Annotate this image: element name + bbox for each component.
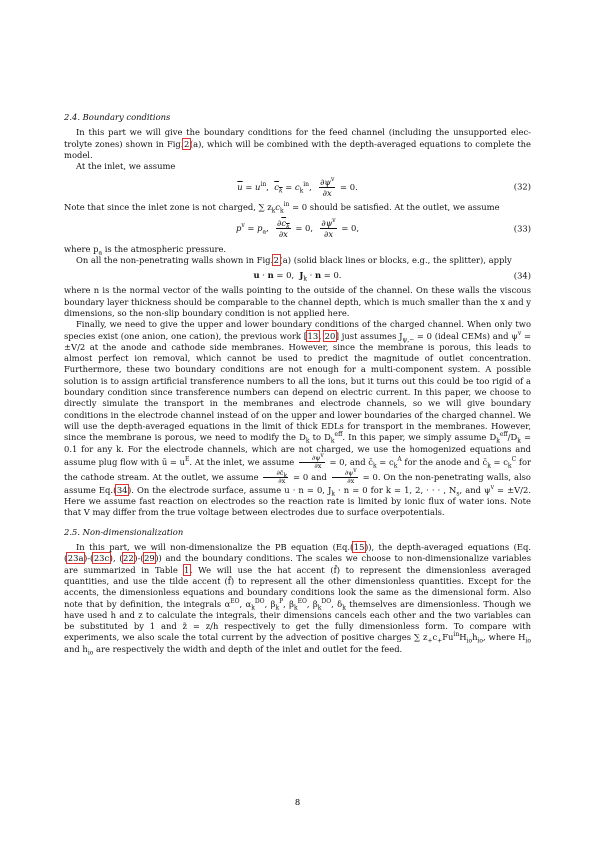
paragraph-normal-vector: where n is the normal vector of the walls pointing to the outside of the channel. On these walls the viscous boundary layer thickness should be comparable to the channel depth, which is much smaller than the x and y dimensions, so the non-slip boundary condition is not applied here.	[64, 285, 531, 318]
fig-ref-link[interactable]: 2	[273, 255, 279, 266]
equation-ref-link[interactable]: 34	[116, 484, 128, 495]
paragraph-nondim: In this part, we will non-dimensionalize the PB equation (Eq.(15)), the depth-averaged equations (Eq.(23a)-(23c), (22)-(29)) and the boundary conditions. The scales we choose to non-dimensionalize variables are summarized in Table 1. We will use the hat accent (f̂) to represent the dimensionless averaged quantities, and use the tilde accent (f̃) to represent all the other dimensionless quantities. Except for the accents, the dimensionless equations and boundary conditions look the same as the dimensional form. Also note that by definition, the integrals $\alpha^{EO}$, $\alpha_k^{DO}$, $\beta_k^P$, $\beta_k^{EO}$, $\beta_k^{DO}$, $\delta_k$ themselves are dimensionless. Though we have used h and z to calculate the integrals, their dimensions cancels each other and the two variables can be substituted by 1 and z̃ = z/h respectively to get the fully dimensionless form. To compare with experiments, we also scale the total current by the advection of positive charges ∑ $z_+c_+Fu^{in}H_{io}h_{io}$, where $H_{io}$ and $h_{io}$ are respectively the width and depth of the inlet and outlet for the feed.	[64, 542, 531, 657]
equation-34: u · n = 0, $J_k \cdot n = 0$. (34)	[253, 270, 531, 283]
page-number: 8	[294, 797, 301, 807]
equation-33: $p^v = p_a$, $\frac{\partial c_k}{\partial x}$ = 0, $\frac{\partial\psi^v}{\partial x}$ = 0, (33)	[235, 217, 531, 240]
equation-32: $\overline{u} = u^{in}$, $c_k = c_k^{in}$, $\frac{\partial\psi^v}{\partial x}$ = 0. (32)	[237, 176, 531, 198]
table-ref-link[interactable]: 1	[184, 564, 190, 575]
fig-ref-link[interactable]: 2	[183, 138, 190, 149]
section-title-non-dimensionalization: 2.5. Non-dimensionalization	[64, 526, 184, 537]
page-content	[64, 112, 531, 655]
equation-number: (34)	[513, 270, 531, 281]
equation-ref-link[interactable]: 23c	[93, 553, 110, 564]
paragraph-note: Note that since the inlet zone is not charged, ∑ $z_kc_k^{in} = 0$ should be satisfied. At the outlet, we assume	[64, 201, 500, 216]
citation-link[interactable]: 13	[307, 330, 319, 341]
citation-link[interactable]: 20	[324, 330, 336, 341]
paragraph-intro: In this part we will give the boundary conditions for the feed channel (including the unsupported elec- trolyte zones) shown in Fig.2(a), which will be combined with the depth-averaged equations to complete the model.	[64, 127, 531, 160]
equation-ref-link[interactable]: 23a	[67, 553, 84, 564]
equation-ref-link[interactable]: 22	[123, 553, 134, 564]
paragraph-inlet: At the inlet, we assume	[76, 161, 176, 172]
equation-number: (32)	[513, 181, 531, 192]
equation-ref-link[interactable]: 29	[144, 553, 155, 564]
section-title-boundary-conditions: 2.4. Boundary conditions	[64, 112, 171, 122]
paragraph-atmospheric: where $p_a$ is the atmospheric pressure.	[64, 243, 227, 257]
equation-number: (33)	[513, 223, 531, 234]
paragraph-finally: Finally, we need to give the upper and lower boundary conditions of the charged channel. When only two species exist (one anion, one cation), the previous work [13, 20] just assumes $J_{\psi,-} = 0$ (ideal CEMs) and $\psi^v = \pm V/2$ at the anode and cathode side membranes. However, since the membrane is porous, this leads to almost perfect ion removal, which cannot be used to predict the magnitude of outlet concentration. Furthermore, these two boundary conditions are not enough for a multi-component system. A possible solution is to assign artificial transference numbers to all the ions, but it turns out this could be too rigid of a boundary condition since transference numbers can depend on electric current. In this paper, we choose to directly simulate the transport in the membranes and electrode channels, so we will give boundary conditions in the electrode channel instead of on the upper and lower boundaries of the charged channel. We will use the depth-averaged equations in the limit of thick EDLs for transport in the membranes. However, since the membrane is porous, we need to modify the $D_k$ to $D_k^{eff}$. In this paper, we simply assume $D_k^{eff}/D_k = 0.1$ for any k. For the electrode channels, which are not charged, we use the homogenized equations and assume plug flow with ū = $u^E$. At the inlet, we assume $\frac{\partial\psi^v}{\partial x}$ = 0, and $c̄_k = c_k^A$ for the anode and $c̄_k = c_k^C$ for the cathode stream. At the outlet, we assume $\frac{\partial c̄_k}{\partial x}$ = 0 and $\frac{\partial\psi^v}{\partial x}$ = 0. On the non-penetrating walls, also assume Eq.(34). On the electrode surface, assume u · n = 0, $J_k \cdot n = 0$ for k = 1, 2, · · · , $N_s$, and $\psi^v = \pm V/2$. Here we assume fast reaction on electrodes so the reaction rate is limited by ionic flux of water ions. Note that V may differ from the true voltage between electrodes due to surface overpotentials.	[64, 319, 532, 518]
equation-ref-link[interactable]: 15	[353, 542, 365, 553]
paragraph-walls: On all the non-penetrating walls shown in Fig.2(a) (solid black lines or blocks, e.g., the splitter), apply	[76, 255, 512, 266]
